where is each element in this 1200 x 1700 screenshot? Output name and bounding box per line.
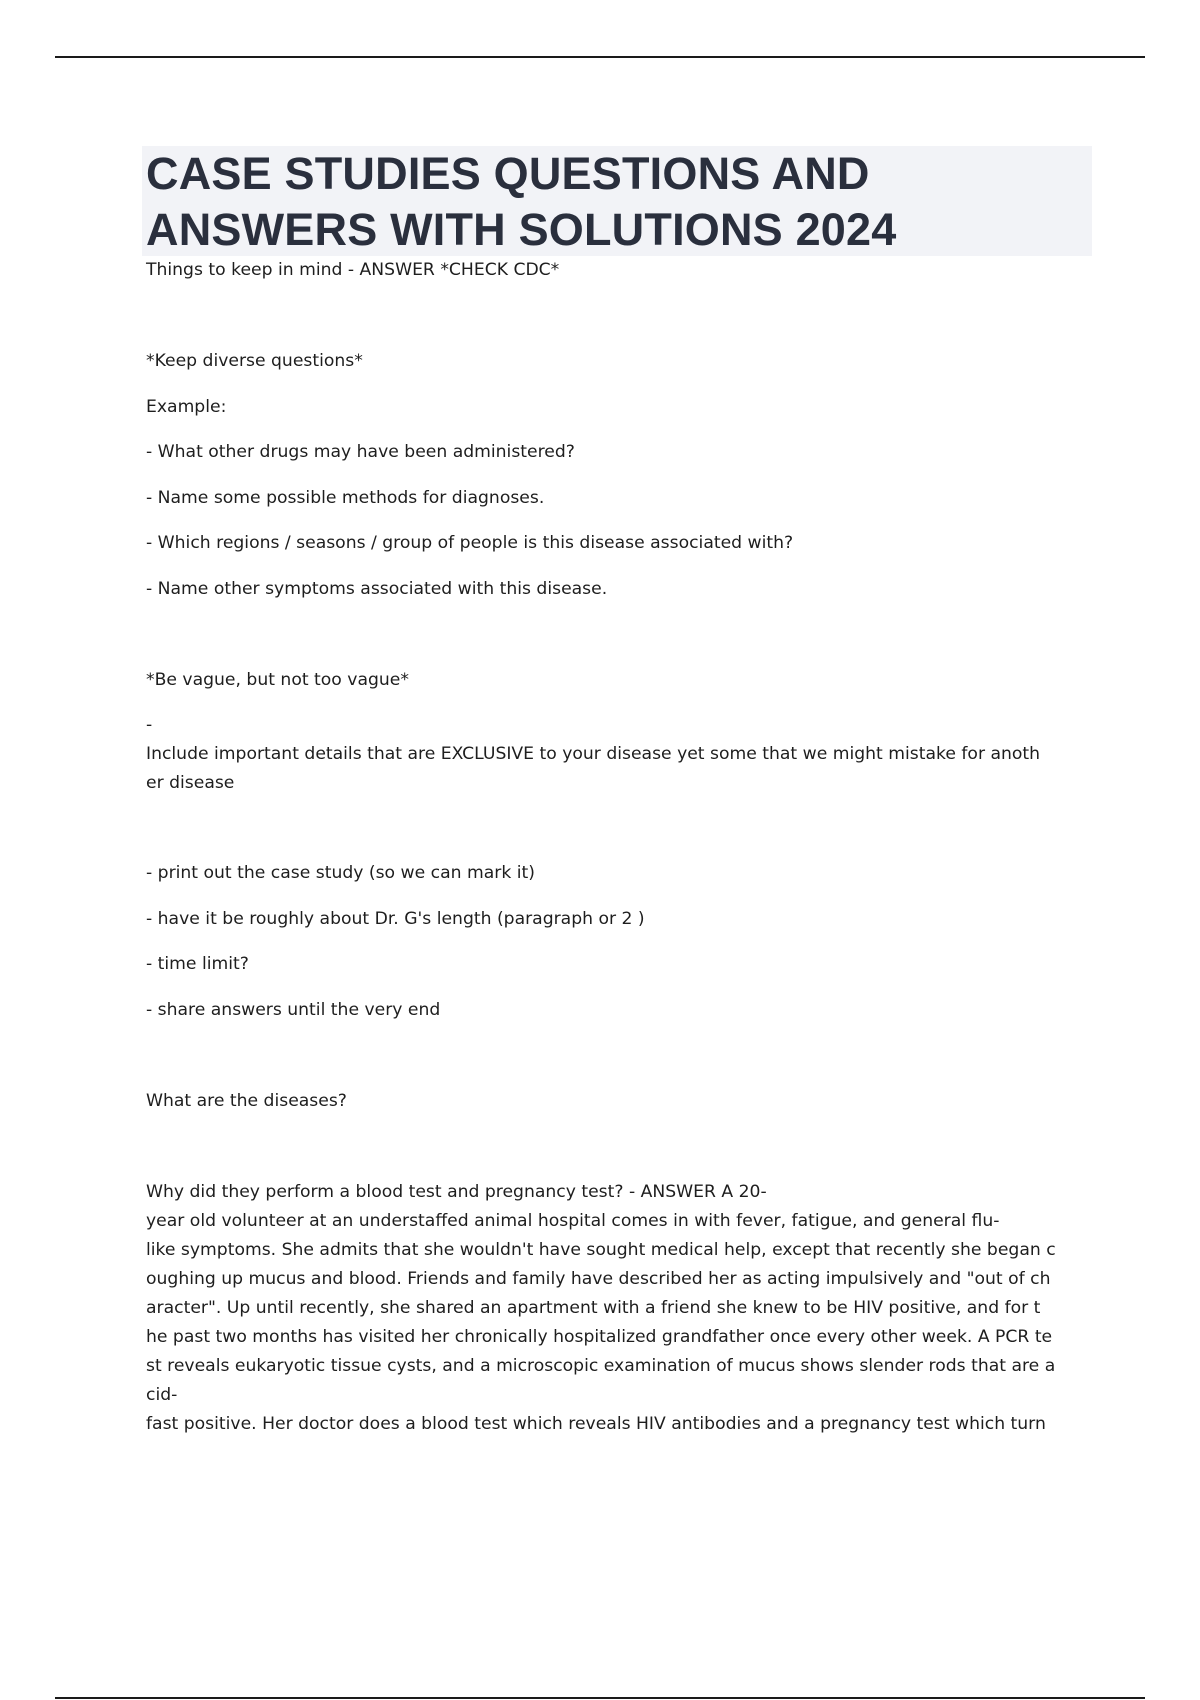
text-line: -: [146, 715, 153, 735]
list-item: - print out the case study (so we can mark it): [146, 863, 535, 883]
list-item: - time limit?: [146, 954, 249, 974]
text-line: Example:: [146, 397, 227, 417]
paragraph-line: aracter". Up until recently, she shared an apartment with a friend she knew to be HIV positive, and for t: [146, 1298, 1041, 1318]
title-line-2: ANSWERS WITH SOLUTIONS 2024: [146, 204, 897, 255]
list-item: - Name some possible methods for diagnoses.: [146, 488, 545, 508]
text-line: er disease: [146, 773, 235, 793]
paragraph-line: oughing up mucus and blood. Friends and family have described her as acting impulsively and "out of ch: [146, 1269, 1051, 1289]
paragraph-line: st reveals eukaryotic tissue cysts, and a microscopic examination of mucus shows slender rods that are a: [146, 1356, 1056, 1376]
text-line: *Be vague, but not too vague*: [146, 670, 409, 690]
top-rule: [55, 56, 1145, 58]
text-line: Things to keep in mind - ANSWER *CHECK CDC*: [146, 260, 560, 280]
paragraph-line: like symptoms. She admits that she wouldn't have sought medical help, except that recently she began c: [146, 1240, 1056, 1260]
text-line: Include important details that are EXCLUSIVE to your disease yet some that we might mistake for anoth: [146, 744, 1041, 764]
paragraph-line: Why did they perform a blood test and pregnancy test? - ANSWER A 20-: [146, 1182, 767, 1202]
list-item: - share answers until the very end: [146, 1000, 441, 1020]
paragraph-line: cid-: [146, 1385, 178, 1405]
list-item: - Name other symptoms associated with this disease.: [146, 579, 608, 599]
bottom-rule: [55, 1697, 1145, 1699]
text-line: What are the diseases?: [146, 1091, 347, 1111]
list-item: - Which regions / seasons / group of people is this disease associated with?: [146, 533, 794, 553]
title-line-1: CASE STUDIES QUESTIONS AND: [146, 148, 870, 199]
document-title: [146, 146, 1106, 258]
text-line: *Keep diverse questions*: [146, 351, 363, 371]
paragraph-line: fast positive. Her doctor does a blood test which reveals HIV antibodies and a pregnancy test which turn: [146, 1414, 1046, 1434]
paragraph-line: he past two months has visited her chronically hospitalized grandfather once every other week. A PCR te: [146, 1327, 1053, 1347]
paragraph-line: year old volunteer at an understaffed animal hospital comes in with fever, fatigue, and general flu-: [146, 1211, 1000, 1231]
list-item: - What other drugs may have been administered?: [146, 442, 575, 462]
list-item: - have it be roughly about Dr. G's length (paragraph or 2 ): [146, 909, 645, 929]
